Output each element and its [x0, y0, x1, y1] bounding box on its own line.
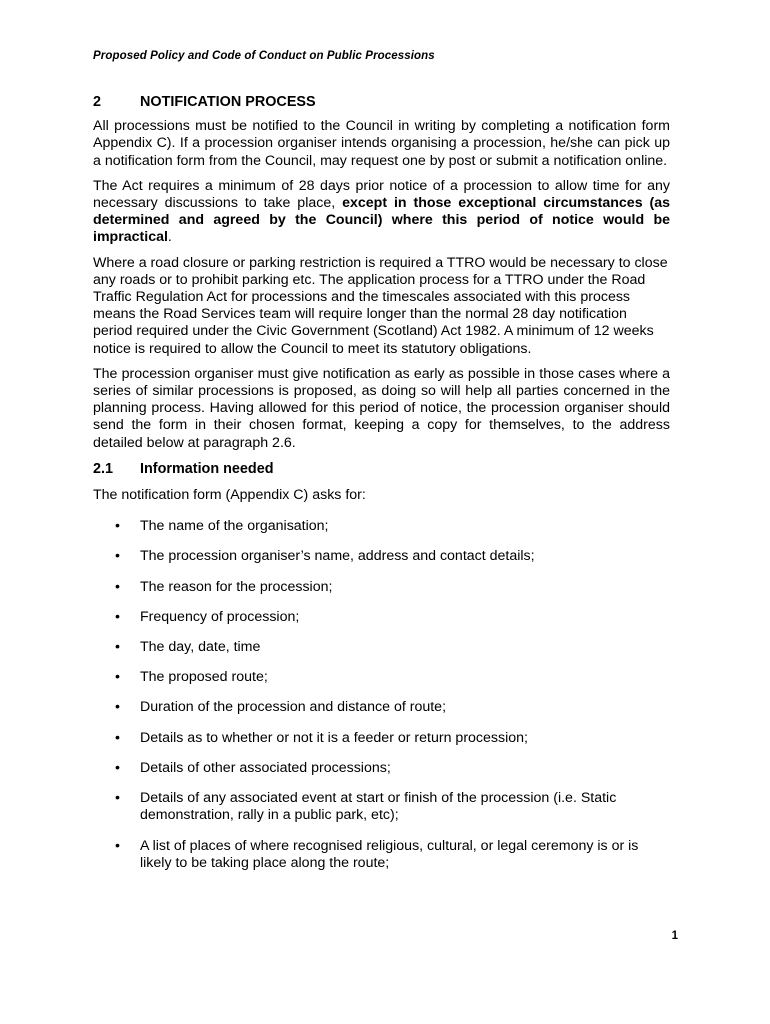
list-item-text: Details of any associated event at start or finish of the procession (i.e. Static demonstration, rally in a public park, etc); [140, 790, 617, 824]
subsection-title: Information needed [140, 460, 274, 477]
list-item [93, 730, 670, 747]
list-item-text: Details as to whether or not it is a feeder or return procession; [140, 729, 528, 746]
list-item [93, 609, 670, 626]
list-item-text: Duration of the procession and distance of route; [140, 699, 447, 716]
bullet-icon: • [115, 729, 120, 746]
list-item [93, 669, 670, 686]
list-item [93, 518, 670, 535]
list-intro: The notification form (Appendix C) asks for: [93, 487, 366, 504]
list-item-text: The procession organiser’s name, address and contact details; [140, 548, 535, 565]
list-item-text: Frequency of procession; [140, 608, 300, 625]
bullet-icon: • [115, 759, 120, 776]
list-item-text: The name of the organisation; [140, 518, 329, 535]
list-item [93, 579, 670, 596]
paragraph-notice-period [93, 178, 670, 247]
subsection-heading [93, 461, 670, 478]
page-number: 1 [671, 930, 678, 942]
bullet-icon: • [115, 837, 120, 854]
paragraph-notification: All processions must be notified to the Council in writing by completing a notification form Appendix C). If a procession organiser intends organising a procession, he/she can pick up a notification form from the Council, may request one by post or submit a notification online. [93, 118, 670, 169]
bullet-icon: • [115, 518, 120, 535]
list-item-text: The day, date, time [140, 639, 261, 656]
list-item [93, 790, 670, 824]
list-item-text: A list of places of where recognised religious, cultural, or legal ceremony is or is likely to be taking place along the route; [140, 837, 639, 871]
notice-period-text: The Act requires a minimum of 28 days prior notice of a procession to allow time for any necessary discussions to take place, [93, 177, 670, 212]
notice-period-end: . [167, 229, 172, 246]
section-number: 2 [93, 94, 102, 110]
notice-period-exception: except in those exceptional circumstances (as determined and agreed by the Council) where this period of notice would be impractical [93, 195, 671, 246]
bullet-icon: • [115, 548, 120, 565]
section-title: NOTIFICATION PROCESS [140, 94, 316, 110]
running-header: Proposed Policy and Code of Conduct on Public Processions [93, 50, 435, 62]
bullet-icon: • [115, 639, 120, 656]
document-body [93, 94, 670, 885]
list-item-text: Details of other associated processions; [140, 759, 391, 776]
bullet-icon: • [115, 669, 120, 686]
paragraph-ttro: Where a road closure or parking restriction is required a TTRO would be necessary to close any roads or to prohibit parking etc. The application process for a TTRO under the Road Traffic Regulation Act for processions and the timescales associated with this process means the Road Services team will require longer than the normal 28 day notification period required under the Civic Government (Scotland) Act 1982. A minimum of 12 weeks notice is required to allow the Council to meet its statutory obligations. [93, 254, 668, 357]
paragraph-early-notification: The procession organiser must give notification as early as possible in those cases where a series of similar processions is proposed, as doing so will help all parties concerned in the planning process. Having allowed for this period of notice, the procession organiser should send the form in their chosen format, keeping a copy for themselves, to the address detailed below at paragraph 2.6. [93, 365, 670, 451]
list-item [93, 699, 670, 716]
bullet-icon: • [115, 790, 120, 807]
list-item [93, 548, 670, 565]
list-item-text: The reason for the procession; [140, 578, 333, 595]
bullet-icon: • [115, 608, 120, 625]
subsection-number: 2.1 [93, 460, 114, 477]
bullet-icon: • [115, 699, 120, 716]
list-item [93, 838, 670, 872]
bullet-icon: • [115, 578, 120, 595]
list-item [93, 639, 670, 656]
information-list [93, 518, 670, 872]
section-heading [93, 94, 670, 111]
list-item-text: The proposed route; [140, 669, 268, 686]
list-item [93, 760, 670, 777]
